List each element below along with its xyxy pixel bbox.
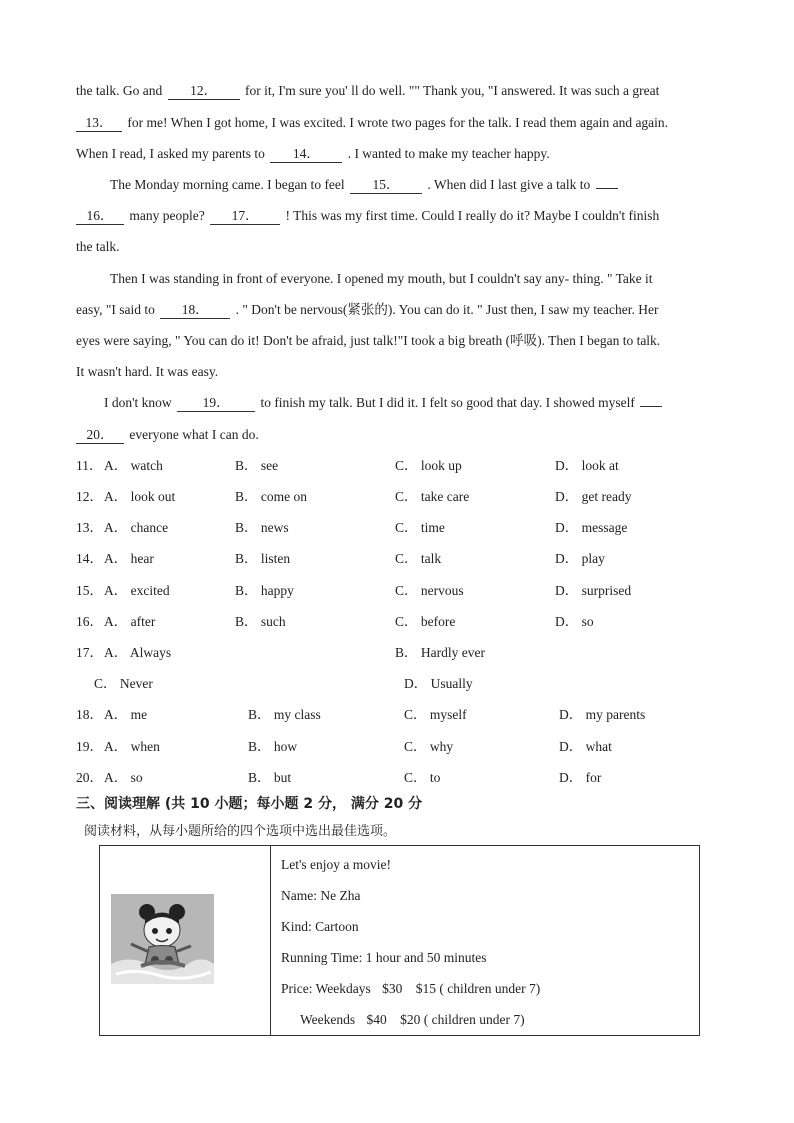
question-number: 19． [76,739,103,754]
blank-19[interactable]: 19． [177,395,255,412]
movie-heading: Let's enjoy a movie! [281,857,392,872]
option-d[interactable]: D． message [555,520,628,535]
option-b[interactable]: B． see [235,458,279,473]
option-b[interactable]: B． Hardly ever [395,645,485,660]
option-a[interactable]: A． look out [104,489,176,504]
section-instruction: 阅读材料，从每小题所给的四个选项中选出最佳选项。 [84,824,397,839]
question-number: 11． [76,458,103,473]
question-number: 18． [76,707,103,722]
option-c[interactable]: C． look up [395,458,462,473]
question-number: 16． [76,614,103,629]
question-number: 14． [76,551,103,566]
option-a[interactable]: A． hear [104,551,154,566]
price-label: Price: Weekdays [281,981,371,996]
passage-text: Then I was standing in front of everyone. I opened my mouth, but I couldn't say any- thing. " Take it [110,271,653,286]
passage-line-8 [76,301,659,319]
movie-price-weekdays [281,980,540,998]
movie-kind: Kind: Cartoon [281,919,359,934]
question-number: 15． [76,583,103,598]
blank-14[interactable]: 14． [270,146,342,163]
option-d[interactable]: D． Usually [404,676,473,691]
question-number: 12． [76,489,103,504]
passage-line-7 [110,270,653,288]
option-b[interactable]: B． listen [235,551,291,566]
passage-line-4 [110,176,620,194]
passage-line-10 [76,363,218,381]
option-c[interactable]: C． myself [404,707,467,722]
blank-underline [596,188,618,189]
option-c[interactable]: C． before [395,614,456,629]
option-a[interactable]: A． watch [104,458,163,473]
option-d[interactable]: D． surprised [555,583,632,598]
option-d[interactable]: D． what [559,739,612,754]
option-d[interactable]: D． my parents [559,707,646,722]
option-b[interactable]: B． news [235,520,289,535]
option-b[interactable]: B． but [248,770,292,785]
movie-info-cell [271,846,700,1036]
movie-name: Name: Ne Zha [281,888,361,903]
passage-text: eyes were saying, " You can do it! Don't be afraid, just talk!"I took a big breath (呼吸). Then I began to talk. [76,333,661,348]
question-number: 20． [76,770,103,785]
option-a[interactable]: A． when [104,739,160,754]
passage-text: the talk. Go and [76,83,163,98]
option-d[interactable]: D． for [559,770,602,785]
blank-15[interactable]: 15． [350,177,422,194]
passage-text: the talk. [76,239,120,254]
passage-line-11 [104,394,664,412]
option-c[interactable]: C． talk [395,551,442,566]
option-c[interactable]: C． time [395,520,445,535]
passage-text: The Monday morning came. I began to feel [110,177,345,192]
blank-17[interactable]: 17． [210,208,280,225]
passage-line-9 [76,332,660,350]
movie-running-time: Running Time: 1 hour and 50 minutes [281,950,487,965]
ne-zha-cartoon-icon [111,894,214,984]
passage-text: for it, I'm sure you' ll do well. "" Thank you, "I answered. It was such a great [244,83,660,98]
option-c[interactable]: C． why [404,739,454,754]
passage-text: When I read, I asked my parents to [76,146,265,161]
passage-text: It wasn't hard. It was easy. [76,364,219,379]
passage-line-1 [76,82,659,100]
option-a[interactable]: A． after [104,614,156,629]
option-d[interactable]: D． look at [555,458,619,473]
option-c[interactable]: C． Never [94,676,153,691]
blank-18[interactable]: 18． [160,302,230,319]
passage-line-2 [76,114,668,132]
passage-text: . " Don't be nervous(紧张的). You can do it. " Just then, I saw my teacher. Her [235,302,659,317]
option-d[interactable]: D． so [555,614,594,629]
weekend-adult-price: $40 [366,1012,387,1027]
option-c[interactable]: C． take care [395,489,470,504]
option-b[interactable]: B． my class [248,707,321,722]
passage-text: to finish my talk. But I did it. I felt so good that day. I showed myself [260,395,635,410]
weekend-label: Weekends [300,1012,356,1027]
option-d[interactable]: D． get ready [555,489,632,504]
passage-line-3 [76,145,550,163]
option-b[interactable]: B． come on [235,489,307,504]
passage-line-5 [76,207,659,225]
option-a[interactable]: A． excited [104,583,170,598]
option-c[interactable]: C． to [404,770,441,785]
option-a[interactable]: A． so [104,770,143,785]
passage-line-12 [76,426,259,444]
passage-text: easy, "I said to [76,302,155,317]
option-d[interactable]: D． play [555,551,605,566]
blank-20[interactable]: 20． [76,427,124,444]
movie-price-weekends [300,1011,525,1029]
question-number: 17． [76,645,103,660]
blank-16[interactable]: 16． [76,208,124,225]
movie-picture-cell [100,846,271,1036]
passage-text: . When did I last give a talk to [427,177,591,192]
passage-text: I don't know [104,395,172,410]
question-number: 13． [76,520,103,535]
passage-text: everyone what I can do. [129,427,259,442]
passage-line-6 [76,238,120,256]
passage-text: for me! When I got home, I was excited. I wrote two pages for the talk. I read them again and again. [127,115,669,130]
blank-13[interactable]: 13． [76,115,122,132]
option-a[interactable]: A． chance [104,520,169,535]
option-b[interactable]: B． such [235,614,286,629]
passage-text: many people? [129,208,205,223]
blank-underline [640,406,662,407]
cartoon-image [111,894,214,984]
passage-text: ! This was my first time. Could I really do it? Maybe I couldn't finish [285,208,660,223]
option-b[interactable]: B． happy [235,583,294,598]
option-a[interactable]: A． Always [104,645,172,660]
weekday-child-price: $15 ( children under 7) [415,981,541,996]
movie-info-table [99,845,700,1036]
blank-12[interactable]: 12． [168,83,240,100]
weekend-child-price: $20 ( children under 7) [400,1012,525,1027]
option-a[interactable]: A． me [104,707,148,722]
section-title: 三、阅读理解 (共 10 小题；每小题 2 分， 满分 20 分 [76,796,423,812]
passage-text: . I wanted to make my teacher happy. [347,146,550,161]
weekday-adult-price: $30 [382,981,403,996]
option-b[interactable]: B． how [248,739,298,754]
option-c[interactable]: C． nervous [395,583,464,598]
